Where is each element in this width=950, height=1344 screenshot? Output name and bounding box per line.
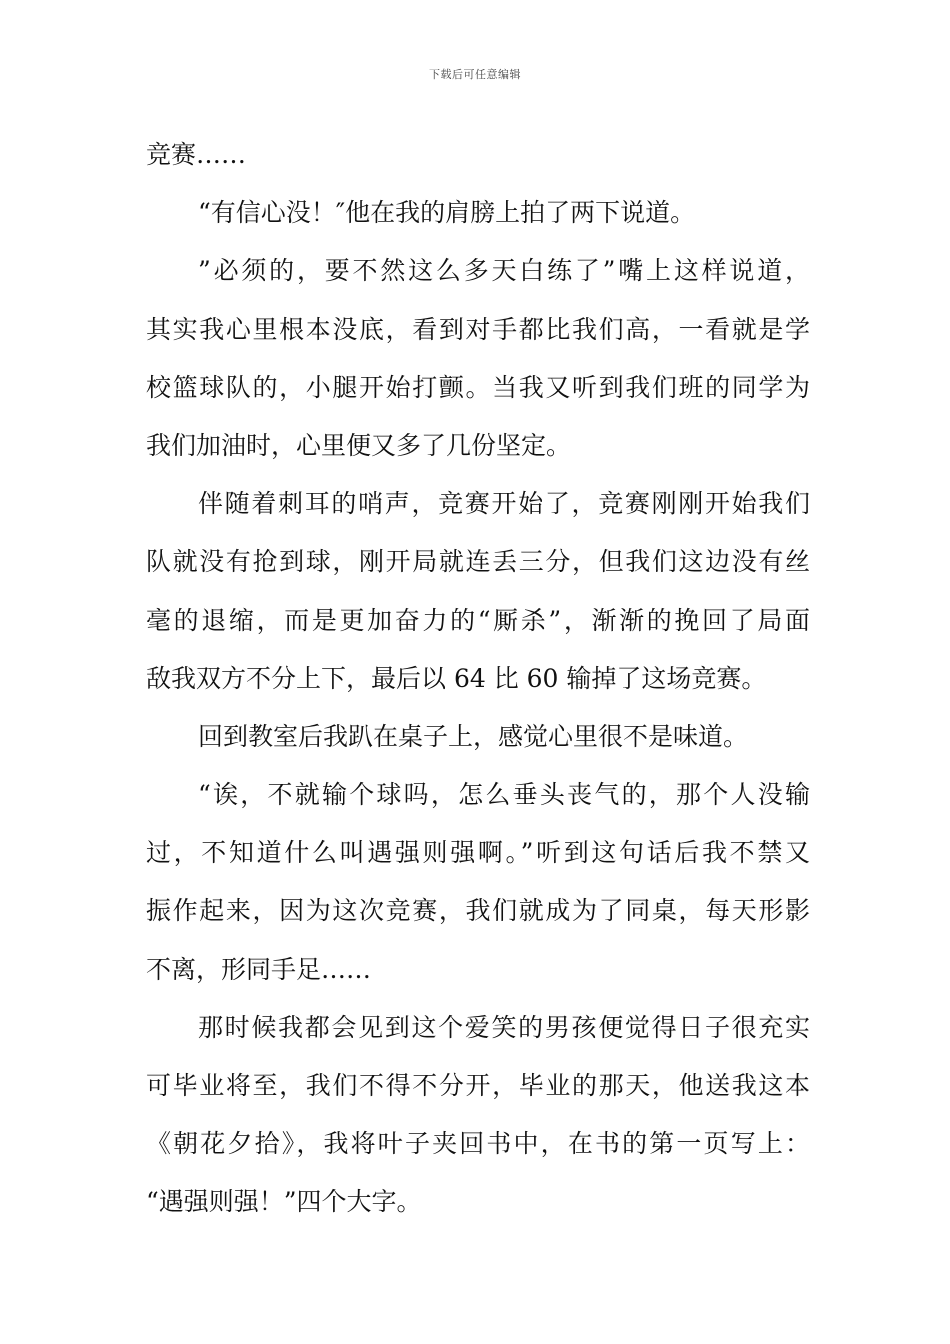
- text-line: “诶，不就输个球吗，怎么垂头丧气的，那个人没输: [198, 780, 810, 810]
- text-line: 那时候我都会见到这个爱笑的男孩便觉得日子很充实: [198, 1012, 810, 1042]
- document-body: [146, 126, 810, 1232]
- text-line: 过，不知道什么叫遇强则强啊。”听到这句话后我不禁又: [146, 838, 810, 868]
- page-header-watermark: 下载后可任意编辑: [429, 68, 521, 81]
- text-line: 回到教室后我趴在桌子上，感觉心里很不是味道。: [198, 721, 749, 751]
- text-line: 伴随着刺耳的哨声，竞赛开始了，竞赛刚刚开始我们: [198, 489, 810, 519]
- text-line: 队就没有抢到球，刚开局就连丢三分，但我们这边没有丝: [146, 547, 810, 577]
- text-line: 其实我心里根本没底，看到对手都比我们高，一看就是学: [146, 314, 810, 344]
- text-line: 竞赛……: [146, 140, 247, 169]
- text-line: “遇强则强！”四个大字。: [146, 1187, 422, 1217]
- text-line: 《朝花夕拾》，我将叶子夹回书中，在书的第一页写上：: [146, 1129, 810, 1159]
- text-line: 振作起来，因为这次竞赛，我们就成为了同桌，每天形影: [146, 896, 810, 926]
- text-line: “有信心没！″他在我的肩膀上拍了两下说道。: [198, 198, 696, 228]
- text-line: 校篮球队的，小腿开始打颤。当我又听到我们班的同学为: [146, 372, 810, 402]
- text-line: ”必须的，要不然这么多天白练了”嘴上这样说道，: [198, 256, 810, 286]
- text-line: 敌我双方不分上下，最后以 64 比 60 输掉了这场竞赛。: [146, 663, 767, 693]
- text-line: 不离，形同手足……: [146, 954, 372, 984]
- text-line: 可毕业将至，我们不得不分开，毕业的那天，他送我这本: [146, 1071, 810, 1100]
- text-line: 毫的退缩，而是更加奋力的“厮杀”，渐渐的挽回了局面: [146, 605, 810, 635]
- text-line: 我们加油时，心里便又多了几份坚定。: [146, 430, 572, 460]
